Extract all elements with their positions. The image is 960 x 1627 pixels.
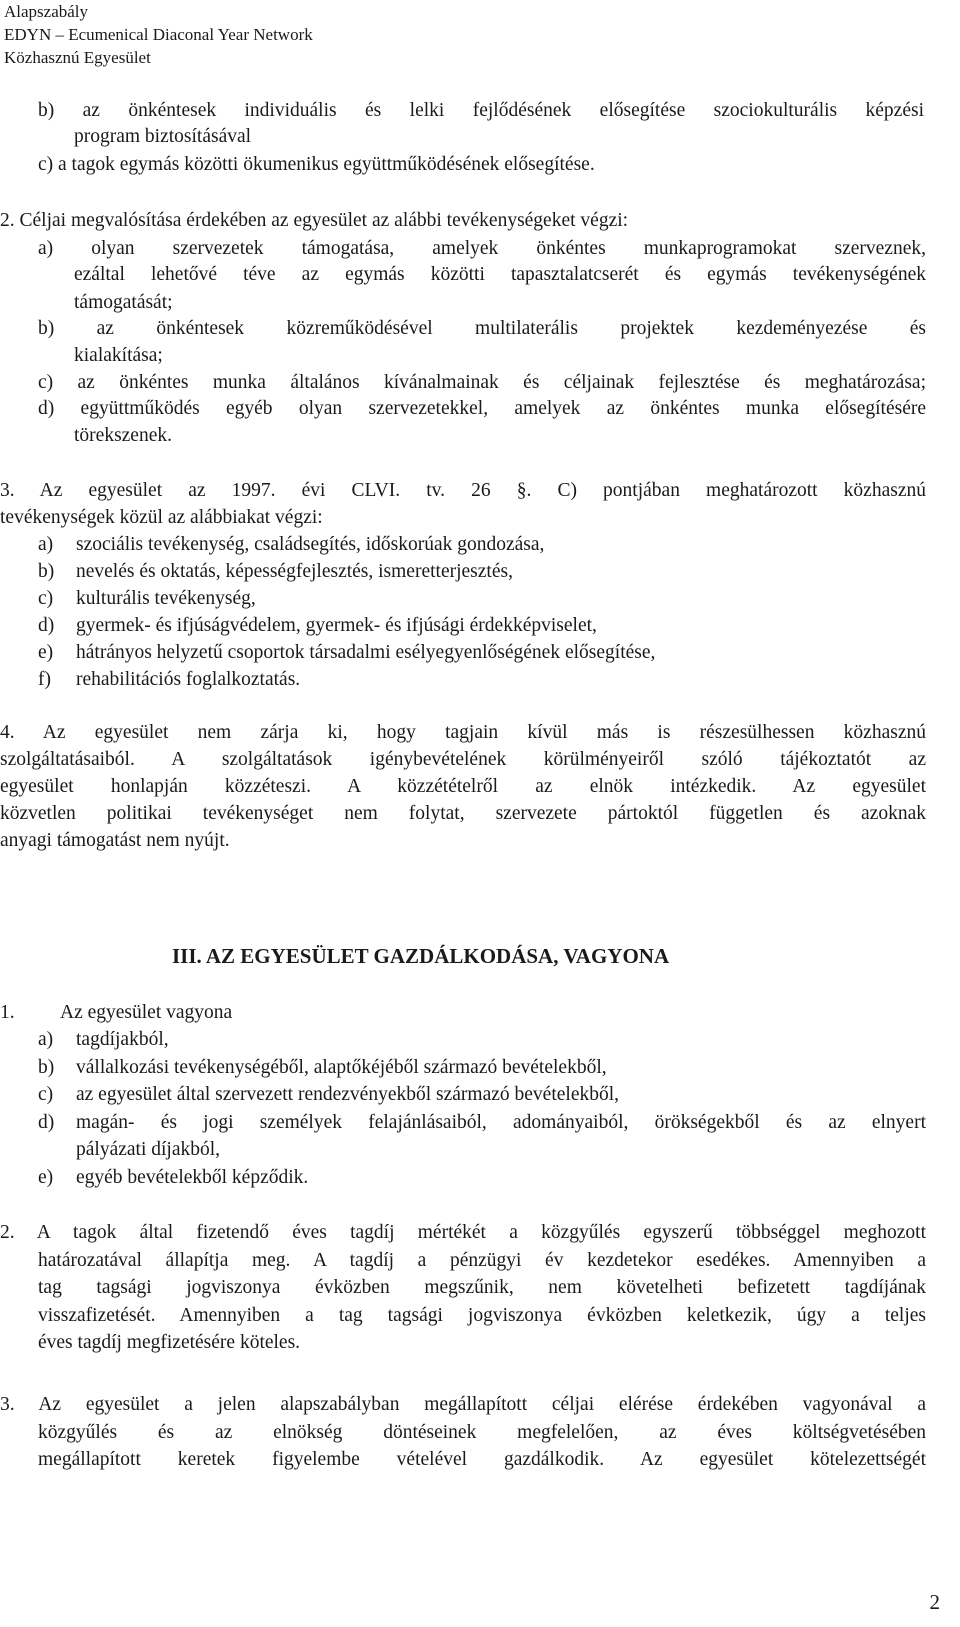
list-item-text: rehabilitációs foglalkoztatás. [76, 669, 301, 690]
header-subtitle: Közhasznú Egyesület [4, 48, 151, 67]
p1-list-item [38, 1027, 926, 1053]
list-item-text: vállalkozási tevékenységéből, alaptőkéjéből származó bevételekből, [76, 1057, 607, 1078]
list-item-label: d) [38, 615, 55, 636]
p3-line2: közgyűlés és az elnökség döntéseinek megfelelően, az éves költségvetésében [38, 1422, 926, 1443]
sec1-item-b-line2: program biztosításával [74, 126, 252, 147]
list-item-text: tagdíjakból, [76, 1029, 169, 1050]
list-item-label: a) [38, 1029, 54, 1050]
list-item-text: az egyesület által szervezett rendezvényekből származó bevételekből, [76, 1084, 620, 1105]
p1-list-item [38, 1055, 926, 1081]
sec2-item-b-line2: kialakítása; [74, 345, 163, 366]
header-organization: EDYN – Ecumenical Diaconal Year Network [4, 25, 313, 44]
sec3-intro-line1: 3. Az egyesület az 1997. évi CLVI. tv. 26 §. C) pontjában meghatározott közhasznú [0, 480, 926, 501]
list-item-label: c) [38, 1084, 54, 1105]
list-item-text: kulturális tevékenység, [76, 588, 256, 609]
sec3-list-item [38, 640, 918, 666]
sec4-line3: egyesület honlapján közzéteszi. A közzétételről az elnök intézkedik. Az egyesület [0, 776, 926, 797]
p2-line1: 2. A tagok által fizetendő éves tagdíj mértékét a közgyűlés egyszerű többséggel meghozott [0, 1222, 926, 1243]
p1-list-item [38, 1110, 926, 1136]
sec2-item-c: c) az önkéntes munka általános kívánalmainak és céljainak fejlesztése és meghatározása; [38, 372, 926, 393]
sec2-item-a-line1: a) olyan szervezetek támogatása, amelyek önkéntes munkaprogramokat szerveznek, [38, 238, 926, 259]
sec2-item-d-line1: d) együttműködés egyéb olyan szervezetekkel, amelyek az önkéntes munka elősegítésére [38, 398, 926, 419]
sec4-line2: szolgáltatásaiból. A szolgáltatások igénybevételének körülményeiről szóló tájékoztatót az [0, 749, 926, 770]
list-item-label [38, 1137, 76, 1163]
sec2-item-d-line2: törekszenek. [74, 425, 172, 446]
p2-line5: éves tagdíj megfizetésére köteles. [38, 1332, 301, 1353]
list-item-text: hátrányos helyzetű csoportok társadalmi esélyegyenlőségének elősegítése, [76, 642, 656, 663]
sec2-intro: 2. Céljai megvalósítása érdekében az egyesület az alábbi tevékenységeket végzi: [0, 210, 629, 231]
sec3-list-item [38, 586, 918, 612]
page-number: 2 [929, 1590, 940, 1614]
section-heading: III. AZ EGYESÜLET GAZDÁLKODÁSA, VAGYONA [172, 944, 670, 968]
sec3-list-item [38, 532, 918, 558]
p1-intro-number: 1. [0, 1002, 15, 1023]
list-item-label: b) [38, 1057, 55, 1078]
list-item-label: b) [38, 561, 55, 582]
p3-line3: megállapított keretek figyelembe vételével gazdálkodik. Az egyesület kötelezettségét [38, 1449, 926, 1470]
header-title: Alapszabály [4, 2, 89, 21]
sec2-item-b-line1: b) az önkéntesek közreműködésével multilaterális projektek kezdeményezése és [38, 318, 926, 339]
sec3-list-item [38, 559, 918, 585]
p3-line1: 3. Az egyesület a jelen alapszabályban megállapított céljai elérése érdekében vagyonával a [0, 1394, 926, 1415]
p2-line2: határozatával állapítja meg. A tagdíj a pénzügyi év kezdetekor esedékes. Amennyiben a [38, 1250, 926, 1271]
sec3-list-item [38, 613, 918, 639]
list-item-text: gyermek- és ifjúságvédelem, gyermek- és ifjúsági érdekképviselet, [76, 615, 597, 636]
list-item-text: magán- és jogi személyek felajánlásaiból, adományaiból, örökségekből és az elnyert [76, 1112, 926, 1133]
list-item-label: c) [38, 588, 54, 609]
list-item-label: e) [38, 642, 54, 663]
document-header [4, 0, 313, 69]
list-item-label: d) [38, 1112, 55, 1133]
p1-list-item [38, 1165, 926, 1191]
p1-intro-text: Az egyesület vagyona [60, 1002, 233, 1023]
sec2-item-a-line3: támogatását; [74, 292, 173, 313]
p2-line3: tag tagsági jogviszonya évközben megszűnik, nem követelheti befizetett tagdíjának [38, 1277, 926, 1298]
list-item-text: egyéb bevételekből képződik. [76, 1167, 309, 1188]
sec4-line4: közvetlen politikai tevékenységet nem folytat, szervezete pártoktól független és azoknak [0, 803, 926, 824]
sec1-item-c: c) a tagok egymás közötti ökumenikus együttműködésének elősegítése. [38, 154, 595, 175]
p1-list-item [38, 1137, 926, 1163]
sec4-line5: anyagi támogatást nem nyújt. [0, 830, 230, 851]
sec1-item-b-line1: b) az önkéntesek individuális és lelki fejlődésének elősegítése szociokulturális képzési [38, 100, 924, 121]
p1-list-item [38, 1082, 926, 1108]
p2-line4: visszafizetését. Amennyiben a tag tagsági jogviszonya évközben keletkezik, úgy a teljes [38, 1305, 926, 1326]
list-item-text: szociális tevékenység, családsegítés, időskorúak gondozása, [76, 534, 545, 555]
sec4-line1: 4. Az egyesület nem zárja ki, hogy tagjain kívül más is részesülhessen közhasznú [0, 722, 926, 743]
sec3-list-item [38, 667, 918, 693]
sec3-intro-line2: tevékenységek közül az alábbiakat végzi: [0, 507, 323, 528]
list-item-text: nevelés és oktatás, képességfejlesztés, ismeretterjesztés, [76, 561, 513, 582]
sec2-item-a-line2: ezáltal lehetővé téve az egymás közötti tapasztalatcserét és egymás tevékenységének [74, 264, 926, 285]
list-item-label: a) [38, 534, 54, 555]
list-item-text: pályázati díjakból, [76, 1139, 221, 1160]
list-item-label: e) [38, 1167, 54, 1188]
list-item-label: f) [38, 669, 51, 690]
